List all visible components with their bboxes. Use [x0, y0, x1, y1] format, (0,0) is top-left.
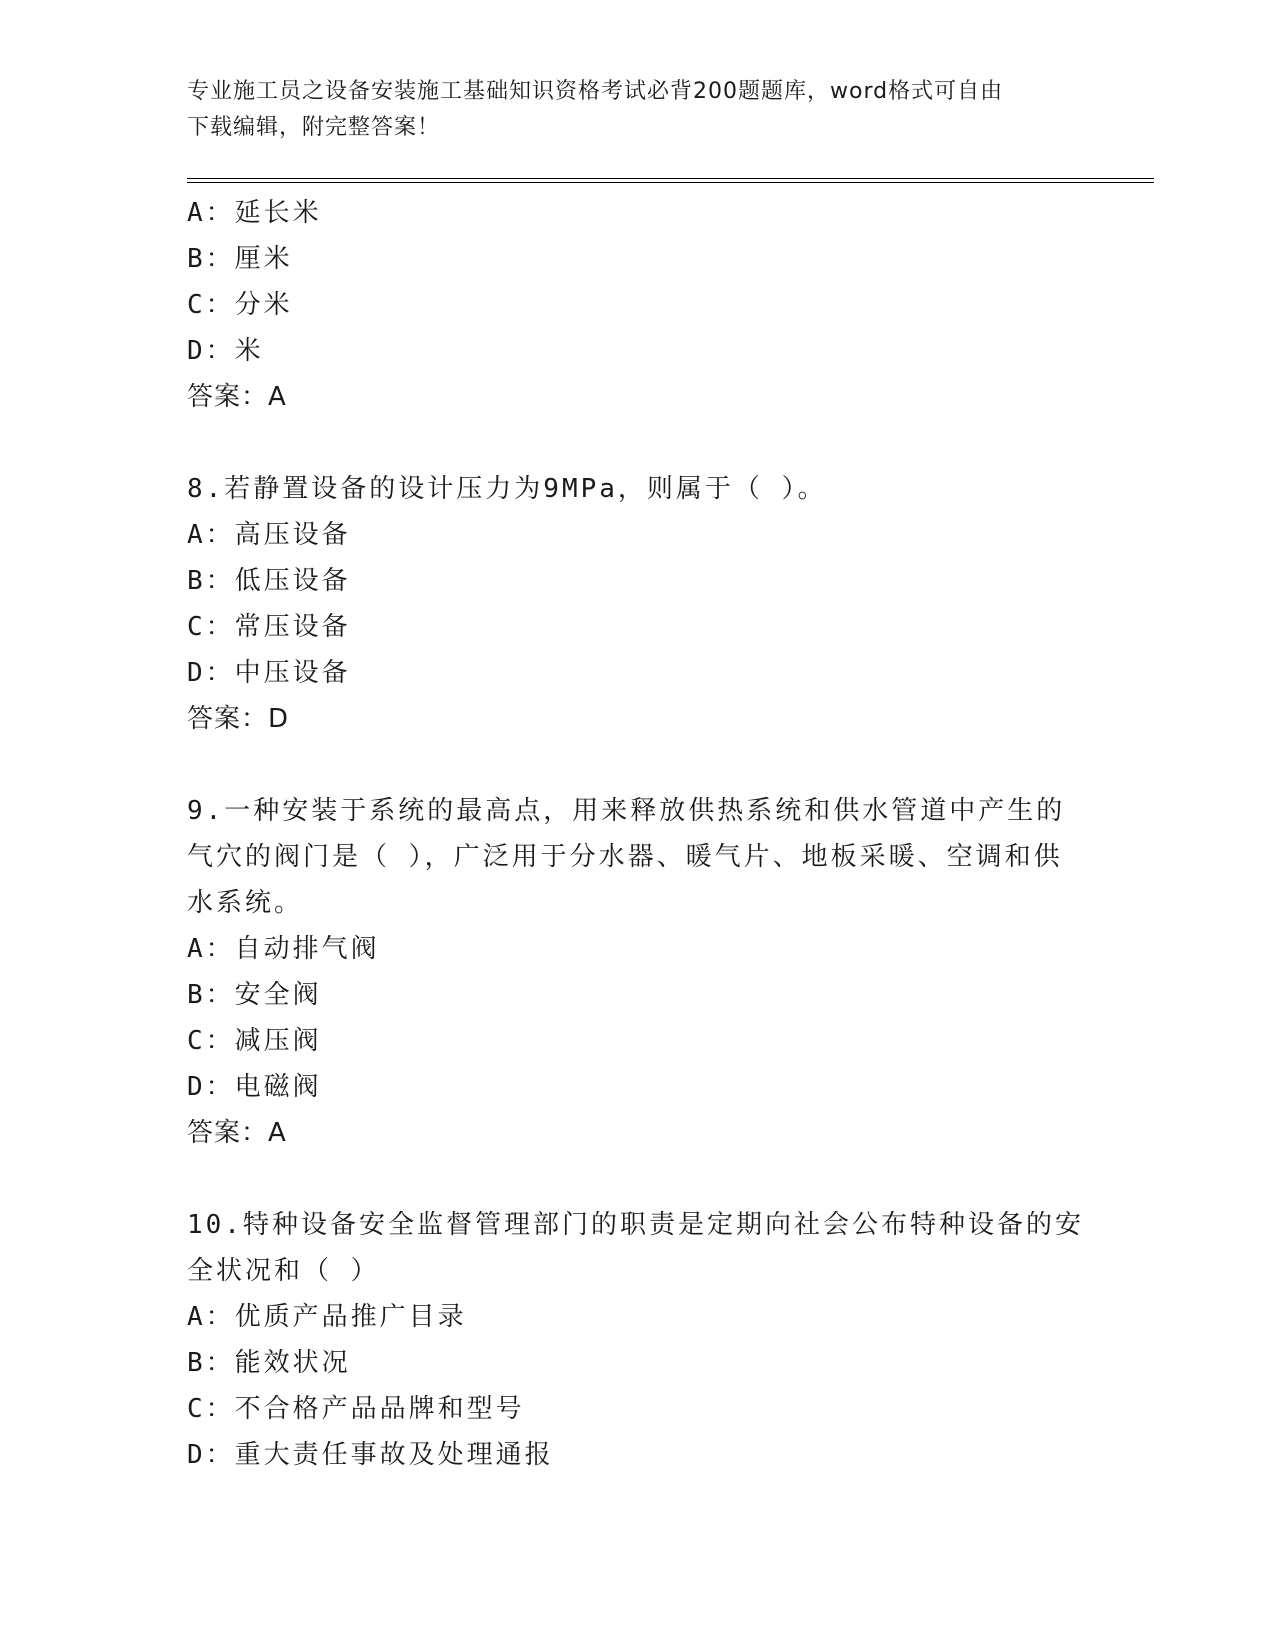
option-b: B：厘米	[187, 244, 293, 274]
question-stem-line-1: 10.特种设备安全监督管理部门的职责是定期向社会公布特种设备的安	[187, 1210, 1084, 1240]
question-10	[187, 1202, 1087, 1478]
header-line-1: 专业施工员之设备安装施工基础知识资格考试必背200题题库，word格式可自由	[187, 79, 1004, 104]
question-stem-line-1: 9.一种安装于系统的最高点，用来释放供热系统和供水管道中产生的	[187, 796, 1066, 826]
question-content	[187, 190, 1087, 1478]
header-line-2: 下载编辑，附完整答案！	[187, 115, 441, 140]
document-header	[187, 74, 1087, 146]
option-a: A：自动排气阀	[187, 934, 380, 964]
question-stem-line-2: 全状况和（ ）	[187, 1256, 380, 1286]
question-9	[187, 788, 1087, 1156]
answer-line: 答案：A	[187, 382, 287, 412]
spacer	[187, 742, 1087, 788]
option-a: A：高压设备	[187, 520, 351, 550]
option-c: C：减压阀	[187, 1026, 322, 1056]
spacer	[187, 420, 1087, 466]
option-b: B：能效状况	[187, 1348, 351, 1378]
answer-line: 答案：D	[187, 704, 290, 734]
question-7	[187, 190, 1087, 420]
option-c: C：不合格产品品牌和型号	[187, 1394, 525, 1424]
option-a: A：优质产品推广目录	[187, 1302, 467, 1332]
question-stem-line-3: 水系统。	[187, 888, 304, 918]
header-divider-top	[187, 178, 1154, 179]
question-8	[187, 466, 1087, 742]
option-d: D：中压设备	[187, 658, 351, 688]
option-b: B：低压设备	[187, 566, 351, 596]
header-divider-bottom	[187, 182, 1154, 183]
option-d: D：米	[187, 336, 264, 366]
spacer	[187, 1156, 1087, 1202]
question-stem-line-2: 气穴的阀门是（ ），广泛用于分水器、暖气片、地板采暖、空调和供	[187, 842, 1063, 872]
option-d: D：重大责任事故及处理通报	[187, 1440, 554, 1470]
question-stem: 8.若静置设备的设计压力为9MPa，则属于（ ）。	[187, 474, 827, 504]
option-c: C：分米	[187, 290, 293, 320]
option-c: C：常压设备	[187, 612, 351, 642]
answer-line: 答案：A	[187, 1118, 287, 1148]
option-b: B：安全阀	[187, 980, 322, 1010]
option-a: A：延长米	[187, 198, 322, 228]
option-d: D：电磁阀	[187, 1072, 322, 1102]
